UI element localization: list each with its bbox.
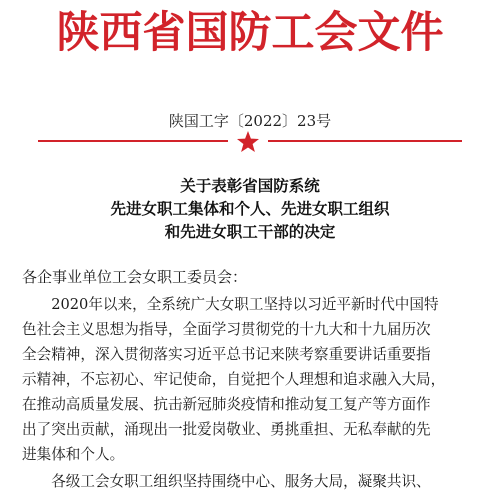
- body-line: 色社会主义思想为指导，全面学习贯彻党的十九大和十九届历次: [22, 321, 431, 338]
- document-number: 陕国工字〔2022〕23号: [168, 112, 332, 130]
- body-line: 示精神，不忘初心、牢记使命，自觉把个人理想和追求融入大局，: [22, 371, 446, 388]
- body-line: 2020年以来，全系统广大女职工坚持以习近平新时代中国特: [22, 296, 439, 313]
- title-line-1: 关于表彰省国防系统: [180, 176, 320, 195]
- title-line-3: 和先进女职工干部的决定: [164, 222, 336, 241]
- red-divider-left: [38, 140, 228, 142]
- star-icon: [236, 130, 260, 154]
- salutation: 各企事业单位工会女职工委员会：: [22, 268, 248, 286]
- red-divider-right: [268, 140, 462, 142]
- title-line-2: 先进女职工集体和个人、先进女职工组织: [110, 199, 390, 218]
- body-line: 进集体和个人。: [22, 446, 125, 463]
- body-line: 在推动高质量发展、抗击新冠肺炎疫情和推动复工复产等方面作: [22, 396, 431, 413]
- body-line: 各级工会女职工组织坚持围绕中心、服务大局，凝聚共识、: [22, 473, 431, 490]
- body-line: 出了突出贡献，涌现出一批爱岗敬业、勇挑重担、无私奉献的先: [22, 421, 431, 438]
- document-masthead: 陕西省国防工会文件: [56, 8, 444, 58]
- body-line: 全会精神，深入贯彻落实习近平总书记来陕考察重要讲话重要指: [22, 346, 431, 363]
